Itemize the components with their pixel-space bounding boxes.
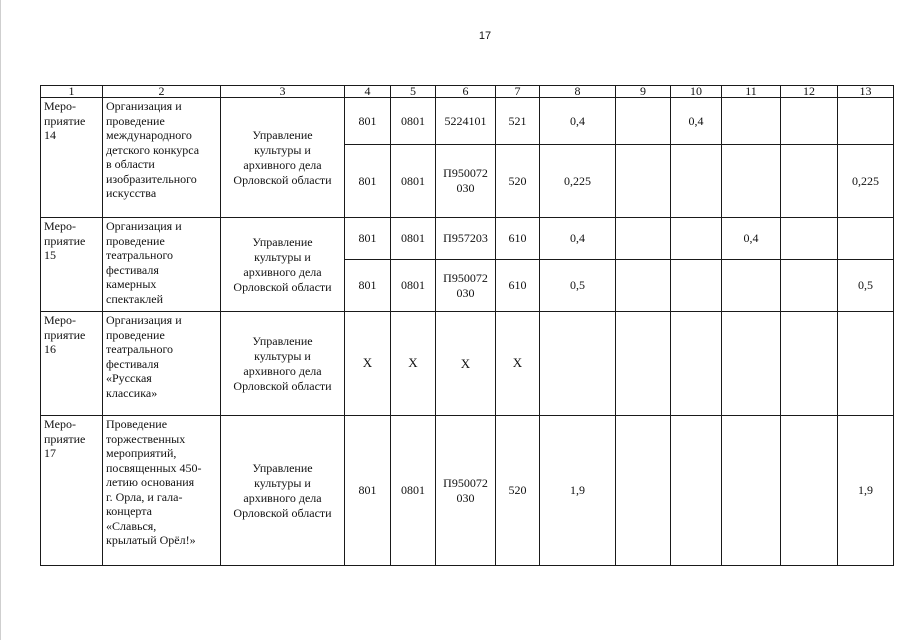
cell-c10 — [671, 312, 722, 416]
cell-c4: 801 — [345, 98, 391, 145]
column-header: 6 — [436, 86, 496, 98]
cell-c9 — [616, 98, 671, 145]
cell-c6: П950072 030 — [436, 260, 496, 312]
cell-c5: 0801 — [391, 98, 436, 145]
cell-c5: 0801 — [391, 260, 436, 312]
cell-c8: 0,4 — [540, 98, 616, 145]
cell-c10 — [671, 145, 722, 218]
cell-c10: 0,4 — [671, 98, 722, 145]
table-row — [41, 312, 894, 416]
header-row — [41, 86, 894, 98]
cell-c9 — [616, 145, 671, 218]
page-number: 17 — [478, 30, 492, 42]
cell-c4: Х — [345, 312, 391, 416]
table-row — [41, 218, 894, 260]
cell-c7: 520 — [496, 145, 540, 218]
cell-c13: 0,225 — [838, 145, 894, 218]
cell-c13 — [838, 312, 894, 416]
event-description-cell: Организация и проведение международного детского конкурса в области изобразительного искусства — [103, 98, 221, 218]
cell-c7: 610 — [496, 260, 540, 312]
column-header: 9 — [616, 86, 671, 98]
cell-c4: 801 — [345, 145, 391, 218]
cell-c6: П950072 030 — [436, 416, 496, 566]
cell-c5: 0801 — [391, 218, 436, 260]
cell-c6: П957203 — [436, 218, 496, 260]
column-header: 8 — [540, 86, 616, 98]
cell-c11 — [722, 312, 781, 416]
cell-c12 — [781, 416, 838, 566]
cell-c6: 5224101 — [436, 98, 496, 145]
cell-c12 — [781, 145, 838, 218]
event-description-cell: Организация и проведение театрального фестиваля «Русская классика» — [103, 312, 221, 416]
column-header: 1 — [41, 86, 103, 98]
cell-c11 — [722, 145, 781, 218]
event-description-cell: Проведение торжественных мероприятий, посвященных 450- летию основания г. Орла, и гала- концерта «Славься, крылатый Орёл!» — [103, 416, 221, 566]
cell-c5: 0801 — [391, 145, 436, 218]
column-header: 7 — [496, 86, 540, 98]
column-header: 2 — [103, 86, 221, 98]
cell-c13: 0,5 — [838, 260, 894, 312]
cell-c9 — [616, 416, 671, 566]
cell-c4: 801 — [345, 260, 391, 312]
event-description-cell: Организация и проведение театрального фестиваля камерных спектаклей — [103, 218, 221, 312]
column-header: 12 — [781, 86, 838, 98]
cell-c12 — [781, 260, 838, 312]
cell-c11 — [722, 98, 781, 145]
column-header: 5 — [391, 86, 436, 98]
executor-cell: Управление культуры и архивного дела Орловской области — [221, 218, 345, 312]
cell-c7: Х — [496, 312, 540, 416]
column-header: 4 — [345, 86, 391, 98]
event-name-cell: Мeро- приятие 16 — [41, 312, 103, 416]
cell-c7: 520 — [496, 416, 540, 566]
page-left-edge — [0, 0, 1, 640]
column-header: 3 — [221, 86, 345, 98]
cell-c11 — [722, 260, 781, 312]
cell-c11: 0,4 — [722, 218, 781, 260]
executor-cell: Управление культуры и архивного дела Орловской области — [221, 416, 345, 566]
cell-c9 — [616, 312, 671, 416]
cell-c5: 0801 — [391, 416, 436, 566]
cell-c9 — [616, 260, 671, 312]
cell-c11 — [722, 416, 781, 566]
cell-c10 — [671, 260, 722, 312]
cell-c8: 0,4 — [540, 218, 616, 260]
cell-c8: 0,5 — [540, 260, 616, 312]
cell-c12 — [781, 312, 838, 416]
column-header: 10 — [671, 86, 722, 98]
column-header: 11 — [722, 86, 781, 98]
event-name-cell: Мeро- приятие 15 — [41, 218, 103, 312]
cell-c7: 521 — [496, 98, 540, 145]
cell-c13: 1,9 — [838, 416, 894, 566]
cell-c13 — [838, 218, 894, 260]
cell-c12 — [781, 98, 838, 145]
cell-c9 — [616, 218, 671, 260]
cell-c8: 0,225 — [540, 145, 616, 218]
cell-c6: Х — [436, 312, 496, 416]
cell-c4: 801 — [345, 218, 391, 260]
cell-c13 — [838, 98, 894, 145]
cell-c8: 1,9 — [540, 416, 616, 566]
column-header: 13 — [838, 86, 894, 98]
cell-c8 — [540, 312, 616, 416]
table-row — [41, 416, 894, 566]
cell-c12 — [781, 218, 838, 260]
cell-c6: П950072 030 — [436, 145, 496, 218]
cell-c5: Х — [391, 312, 436, 416]
cell-c7: 610 — [496, 218, 540, 260]
executor-cell: Управление культуры и архивного дела Орловской области — [221, 312, 345, 416]
event-name-cell: Мeро- приятие 14 — [41, 98, 103, 218]
table-row — [41, 98, 894, 145]
cell-c4: 801 — [345, 416, 391, 566]
executor-cell: Управление культуры и архивного дела Орловской области — [221, 98, 345, 218]
cell-c10 — [671, 416, 722, 566]
cell-c10 — [671, 218, 722, 260]
event-name-cell: Мeро- приятие 17 — [41, 416, 103, 566]
budget-table — [40, 85, 894, 566]
